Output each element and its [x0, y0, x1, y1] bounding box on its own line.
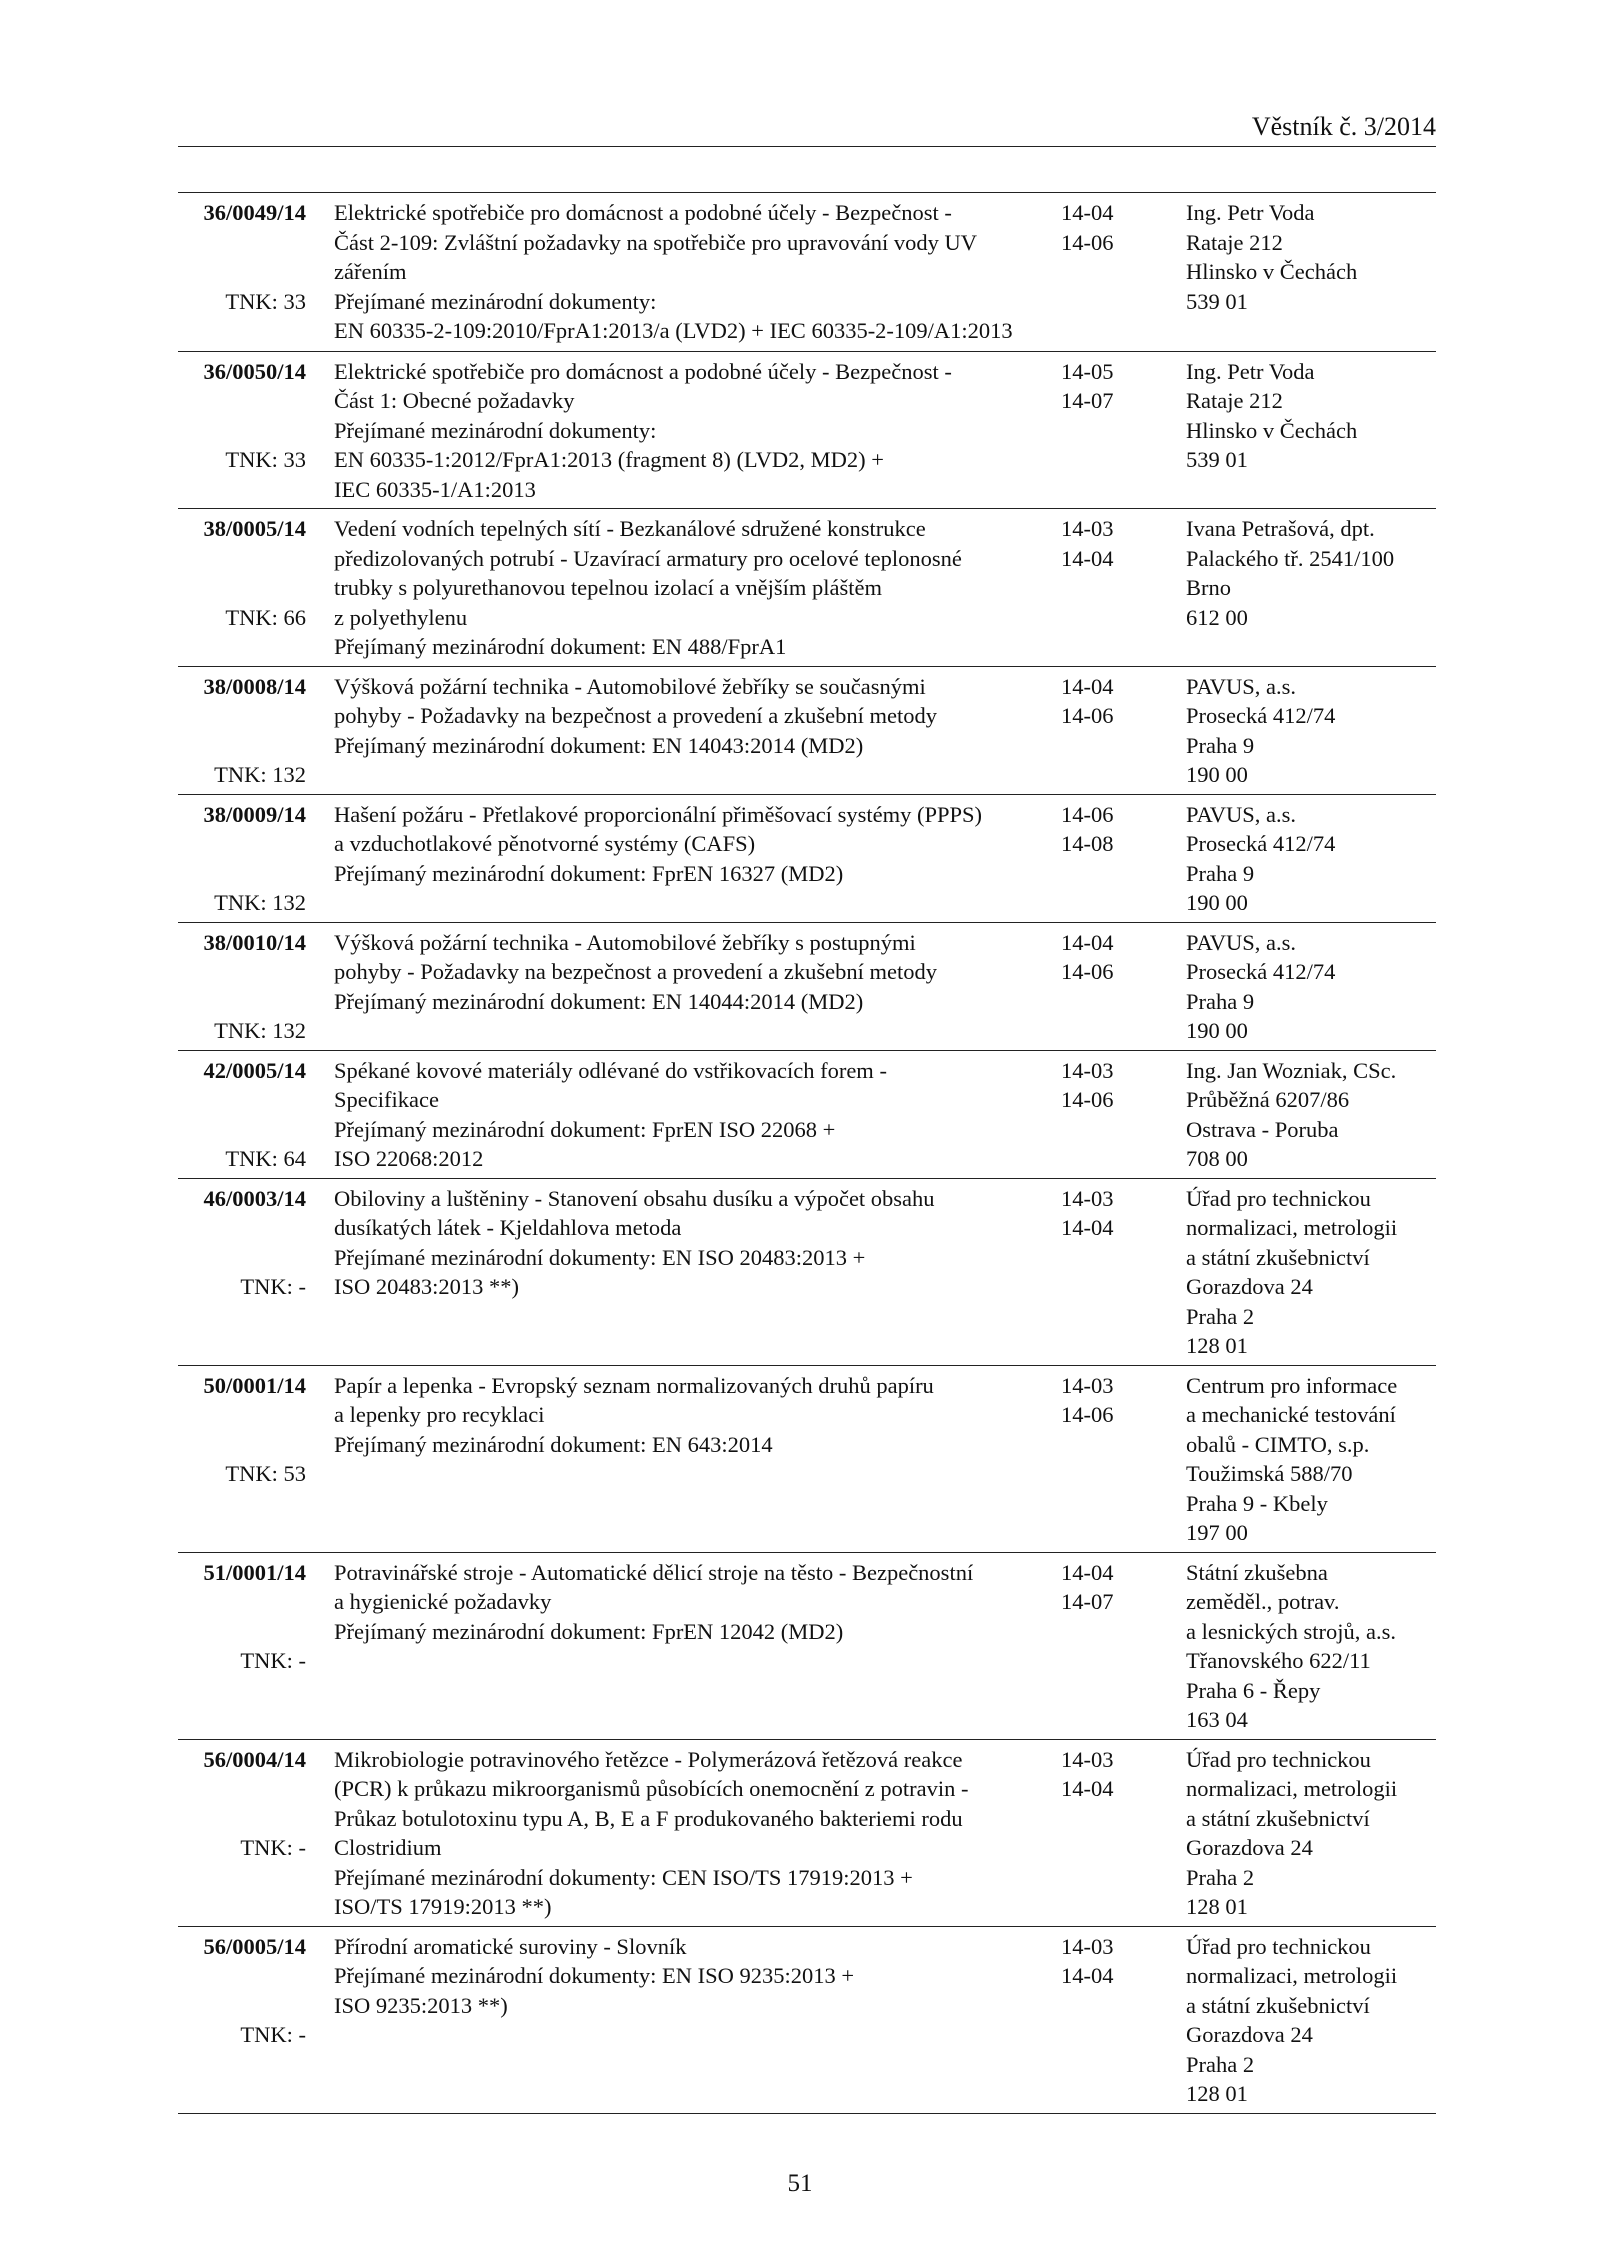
record-dates [1061, 357, 1141, 416]
description-line: Přejímané mezinárodní dokumenty: [334, 288, 657, 314]
address-line: Gorazdova 24 [1186, 1274, 1313, 1299]
date-code: 14-04 [1061, 1559, 1114, 1585]
record-processor-address [1186, 1371, 1436, 1548]
address-line: Praha 2 [1186, 1864, 1255, 1890]
record-processor-address [1186, 1745, 1436, 1922]
record-number: 51/0001/14 [203, 1559, 306, 1585]
record-number: 46/0003/14 [203, 1185, 306, 1211]
description-line: ISO 22068:2012 [334, 1146, 484, 1171]
description-line: ISO 20483:2013 **) [334, 1274, 519, 1299]
address-line: Průběžná 6207/86 [1186, 1087, 1350, 1112]
description-line: EN 60335-1:2012/FprA1:2013 (fragment 8) (LVD2, MD2) + [334, 447, 884, 472]
description-line: Přejímaný mezinárodní dokument: EN 14043:2014 (MD2) [334, 732, 864, 758]
description-line: Přejímané mezinárodní dokumenty: EN ISO 20483:2013 + [334, 1244, 866, 1270]
description-line: a vzduchotlakové pěnotvorné systémy (CAFS) [334, 831, 756, 856]
address-line: Prosecká 412/74 [1186, 703, 1336, 728]
address-line: normalizaci, metrologii [1186, 1776, 1398, 1801]
address-line: a státní zkušebnictví [1186, 1805, 1370, 1831]
record-dates [1061, 672, 1141, 731]
address-line: Třanovského 622/11 [1186, 1648, 1371, 1673]
address-line: Palackého tř. 2541/100 [1186, 545, 1395, 571]
address-line: Úřad pro technickou [1186, 1185, 1371, 1211]
description-line: Přejímané mezinárodní dokumenty: EN ISO 9235:2013 + [334, 1963, 855, 1988]
record-number: 36/0050/14 [203, 358, 306, 384]
address-line: PAVUS, a.s. [1186, 673, 1297, 699]
record-number: 42/0005/14 [203, 1057, 306, 1083]
description-line: a hygienické požadavky [334, 1589, 552, 1614]
tnk-label: TNK: - [240, 1648, 306, 1673]
address-line: Rataje 212 [1186, 388, 1283, 413]
address-line: 163 04 [1186, 1707, 1248, 1732]
description-line: Výšková požární technika - Automobilové žebříky s postupnými [334, 929, 916, 955]
record-id-cell [178, 672, 306, 787]
record-id-cell [178, 800, 306, 915]
address-line: Úřad pro technickou [1186, 1746, 1371, 1772]
address-line: Toužimská 588/70 [1186, 1461, 1353, 1486]
record-description [334, 514, 962, 662]
tnk-label: TNK: 33 [225, 447, 306, 472]
address-line: PAVUS, a.s. [1186, 801, 1297, 827]
date-code: 14-03 [1061, 516, 1114, 541]
date-code: 14-06 [1061, 959, 1114, 984]
record-description [334, 198, 1013, 346]
record-dates [1061, 1184, 1141, 1243]
tnk-label: TNK: - [240, 1835, 306, 1860]
record-number: 38/0005/14 [203, 516, 306, 541]
description-line: Přejímaný mezinárodní dokument: EN 488/FprA1 [334, 634, 787, 659]
journal-title: Věstník č. 3/2014 [1251, 112, 1436, 141]
address-line: Brno [1186, 575, 1231, 600]
table-row [178, 351, 1436, 509]
date-code: 14-03 [1061, 1372, 1114, 1398]
tnk-label: TNK: 53 [225, 1461, 306, 1486]
description-line: Papír a lepenka - Evropský seznam normalizovaných druhů papíru [334, 1372, 934, 1398]
address-line: 128 01 [1186, 2081, 1248, 2106]
record-id-cell [178, 1056, 306, 1171]
tnk-label: TNK: 132 [214, 890, 306, 915]
description-line: Přejímaný mezinárodní dokument: FprEN ISO 22068 + [334, 1116, 836, 1142]
address-line: Praha 2 [1186, 1303, 1255, 1329]
description-line: Přírodní aromatické suroviny - Slovník [334, 1933, 687, 1959]
table-row [178, 1178, 1436, 1365]
record-processor-address [1186, 1056, 1436, 1174]
description-line: Hašení požáru - Přetlakové proporcionální přiměšovací systémy (PPPS) [334, 801, 982, 827]
page-number: 51 [787, 2170, 813, 2197]
record-id-cell [178, 514, 306, 630]
address-line: 612 00 [1186, 604, 1248, 630]
description-line: Přejímané mezinárodní dokumenty: [334, 417, 657, 443]
description-line: pohyby - Požadavky na bezpečnost a provedení a zkušební metody [334, 703, 937, 728]
address-line: Státní zkušebna [1186, 1559, 1328, 1585]
record-description [334, 1184, 935, 1302]
record-number: 56/0004/14 [203, 1746, 306, 1772]
address-line: Praha 9 - Kbely [1186, 1490, 1328, 1516]
address-line: 539 01 [1186, 447, 1248, 472]
date-code: 14-06 [1061, 229, 1114, 255]
table-row [178, 1552, 1436, 1739]
date-code: 14-06 [1061, 703, 1114, 728]
date-code: 14-08 [1061, 831, 1114, 856]
description-line: Přejímaný mezinárodní dokument: FprEN 12042 (MD2) [334, 1618, 844, 1644]
date-code: 14-05 [1061, 358, 1114, 384]
record-processor-address [1186, 198, 1436, 316]
address-line: Gorazdova 24 [1186, 2022, 1313, 2047]
record-dates [1061, 800, 1141, 859]
description-line: Průkaz botulotoxinu typu A, B, E a F produkovaného bakteriemi rodu [334, 1805, 963, 1831]
date-code: 14-03 [1061, 1057, 1114, 1083]
address-line: 128 01 [1186, 1333, 1248, 1358]
date-code: 14-04 [1061, 545, 1114, 571]
table-row [178, 1050, 1436, 1178]
record-description [334, 672, 937, 761]
table-row [178, 1926, 1436, 2113]
description-line: Clostridium [334, 1835, 442, 1860]
record-processor-address [1186, 800, 1436, 918]
address-line: normalizaci, metrologii [1186, 1963, 1398, 1988]
address-line: 190 00 [1186, 1018, 1248, 1043]
date-code: 14-04 [1061, 1215, 1114, 1240]
record-id-cell [178, 1745, 306, 1860]
description-line: Spékané kovové materiály odlévané do vstřikovacích forem - [334, 1057, 887, 1083]
address-line: obalů - CIMTO, s.p. [1186, 1431, 1370, 1457]
address-line: Ing. Petr Voda [1186, 358, 1315, 384]
record-processor-address [1186, 672, 1436, 790]
record-description [334, 357, 952, 505]
address-line: a státní zkušebnictví [1186, 1244, 1370, 1270]
record-description [334, 1558, 974, 1647]
address-line: Úřad pro technickou [1186, 1933, 1371, 1959]
address-line: Prosecká 412/74 [1186, 831, 1336, 856]
address-line: Hlinsko v Čechách [1186, 417, 1358, 443]
record-number: 38/0008/14 [203, 673, 306, 699]
description-line: Přejímaný mezinárodní dokument: FprEN 16327 (MD2) [334, 860, 844, 886]
address-line: 190 00 [1186, 762, 1248, 787]
record-description [334, 1056, 887, 1174]
record-processor-address [1186, 1184, 1436, 1361]
description-line: dusíkatých látek - Kjeldahlova metoda [334, 1215, 682, 1240]
description-line: EN 60335-2-109:2010/FprA1:2013/a (LVD2) + IEC 60335-2-109/A1:2013 [334, 318, 1013, 343]
address-line: Prosecká 412/74 [1186, 959, 1336, 984]
date-code: 14-04 [1061, 1776, 1114, 1801]
date-code: 14-07 [1061, 1589, 1114, 1614]
description-line: Elektrické spotřebiče pro domácnost a podobné účely - Bezpečnost - [334, 358, 952, 384]
address-line: Ing. Jan Wozniak, CSc. [1186, 1057, 1397, 1083]
address-line: Ivana Petrašová, dpt. [1186, 516, 1375, 541]
description-line: (PCR) k průkazu mikroorganismů působících onemocnění z potravin - [334, 1776, 969, 1801]
tnk-label: TNK: - [240, 2022, 306, 2047]
address-line: zeměděl., potrav. [1186, 1589, 1340, 1614]
record-processor-address [1186, 928, 1436, 1046]
record-number: 36/0049/14 [203, 200, 306, 225]
record-dates [1061, 1558, 1141, 1617]
address-line: Praha 9 [1186, 988, 1255, 1014]
description-line: pohyby - Požadavky na bezpečnost a provedení a zkušební metody [334, 959, 937, 984]
record-dates [1061, 1745, 1141, 1804]
record-description [334, 1745, 969, 1922]
description-line: z polyethylenu [334, 604, 468, 630]
date-code: 14-06 [1061, 1087, 1114, 1112]
record-dates [1061, 1371, 1141, 1430]
address-line: 197 00 [1186, 1520, 1248, 1545]
description-line: Část 2-109: Zvláštní požadavky na spotřebiče pro upravování vody UV [334, 229, 977, 255]
date-code: 14-03 [1061, 1185, 1114, 1211]
tnk-label: TNK: 132 [214, 762, 306, 787]
address-line: Praha 9 [1186, 732, 1255, 758]
date-code: 14-04 [1061, 200, 1114, 225]
date-code: 14-04 [1061, 673, 1114, 699]
date-code: 14-06 [1061, 801, 1114, 827]
description-line: Mikrobiologie potravinového řetězce - Polymerázová řetězová reakce [334, 1746, 963, 1772]
description-line: Výšková požární technika - Automobilové žebříky se současnými [334, 673, 926, 699]
record-id-cell [178, 1932, 306, 2047]
table-row [178, 1739, 1436, 1926]
description-line: předizolovaných potrubí - Uzavírací armatury pro ocelové teplonosné [334, 545, 962, 571]
record-dates [1061, 1056, 1141, 1115]
record-dates [1061, 928, 1141, 987]
description-line: trubky s polyurethanovou tepelnou izolací a vnějším pláštěm [334, 575, 882, 600]
record-description [334, 800, 982, 889]
record-id-cell [178, 928, 306, 1043]
description-line: IEC 60335-1/A1:2013 [334, 476, 536, 502]
address-line: normalizaci, metrologii [1186, 1215, 1398, 1240]
tnk-label: TNK: 64 [225, 1146, 306, 1171]
record-description [334, 928, 937, 1017]
record-processor-address [1186, 1932, 1436, 2109]
record-number: 38/0009/14 [203, 801, 306, 827]
date-code: 14-04 [1061, 929, 1114, 955]
address-line: Gorazdova 24 [1186, 1835, 1313, 1860]
address-line: a mechanické testování [1186, 1402, 1396, 1427]
table-row [178, 666, 1436, 794]
address-line: a lesnických strojů, a.s. [1186, 1618, 1396, 1644]
description-line: zářením [334, 259, 407, 284]
address-line: 708 00 [1186, 1146, 1248, 1171]
record-description [334, 1932, 874, 2021]
description-line: Přejímaný mezinárodní dokument: EN 643:2014 [334, 1431, 773, 1457]
table-row [178, 1365, 1436, 1552]
table-row [178, 922, 1436, 1050]
record-id-cell [178, 1371, 306, 1486]
description-line: Přejímaný mezinárodní dokument: EN 14044:2014 (MD2) [334, 988, 864, 1014]
tnk-label: TNK: 132 [214, 1018, 306, 1043]
tnk-label: TNK: - [240, 1274, 306, 1299]
record-dates [1061, 198, 1141, 257]
record-number: 38/0010/14 [203, 929, 306, 955]
record-description [334, 1371, 934, 1460]
records-table [178, 192, 1436, 2114]
description-line: ISO/TS 17919:2013 **) [334, 1894, 552, 1919]
record-id-cell [178, 198, 306, 314]
address-line: Praha 9 [1186, 860, 1255, 886]
address-line: 128 01 [1186, 1894, 1248, 1919]
record-processor-address [1186, 1558, 1436, 1735]
record-number: 56/0005/14 [203, 1933, 306, 1959]
tnk-label: TNK: 33 [225, 288, 306, 314]
address-line: Centrum pro informace [1186, 1372, 1398, 1398]
address-line: Ostrava - Poruba [1186, 1116, 1339, 1142]
date-code: 14-07 [1061, 388, 1114, 413]
description-line: Potravinářské stroje - Automatické dělicí stroje na těsto - Bezpečnostní [334, 1559, 974, 1585]
record-processor-address [1186, 514, 1436, 632]
description-line: Část 1: Obecné požadavky [334, 388, 575, 413]
description-line: Elektrické spotřebiče pro domácnost a podobné účely - Bezpečnost - [334, 200, 952, 225]
date-code: 14-04 [1061, 1963, 1114, 1988]
record-processor-address [1186, 357, 1436, 475]
record-id-cell [178, 1184, 306, 1299]
date-code: 14-03 [1061, 1933, 1114, 1959]
description-line: a lepenky pro recyklaci [334, 1402, 545, 1427]
record-id-cell [178, 1558, 306, 1673]
record-dates [1061, 514, 1141, 573]
address-line: Praha 2 [1186, 2051, 1255, 2077]
address-line: Praha 6 - Řepy [1186, 1677, 1321, 1703]
table-row [178, 193, 1436, 351]
description-line: Obiloviny a luštěniny - Stanovení obsahu dusíku a výpočet obsahu [334, 1185, 935, 1211]
address-line: 539 01 [1186, 288, 1248, 314]
date-code: 14-03 [1061, 1746, 1114, 1772]
page-header [178, 108, 1436, 147]
address-line: a státní zkušebnictví [1186, 1992, 1370, 2018]
address-line: PAVUS, a.s. [1186, 929, 1297, 955]
address-line: Rataje 212 [1186, 229, 1283, 255]
table-row [178, 508, 1436, 666]
record-number: 50/0001/14 [203, 1372, 306, 1398]
date-code: 14-06 [1061, 1402, 1114, 1427]
address-line: Hlinsko v Čechách [1186, 259, 1358, 284]
address-line: 190 00 [1186, 890, 1248, 915]
table-row [178, 794, 1436, 922]
description-line: Specifikace [334, 1087, 439, 1112]
tnk-label: TNK: 66 [225, 604, 306, 630]
description-line: Přejímané mezinárodní dokumenty: CEN ISO/TS 17919:2013 + [334, 1864, 913, 1890]
record-dates [1061, 1932, 1141, 1991]
address-line: Ing. Petr Voda [1186, 200, 1315, 225]
record-id-cell [178, 357, 306, 472]
description-line: Vedení vodních tepelných sítí - Bezkanálové sdružené konstrukce [334, 516, 926, 541]
description-line: ISO 9235:2013 **) [334, 1992, 508, 2018]
